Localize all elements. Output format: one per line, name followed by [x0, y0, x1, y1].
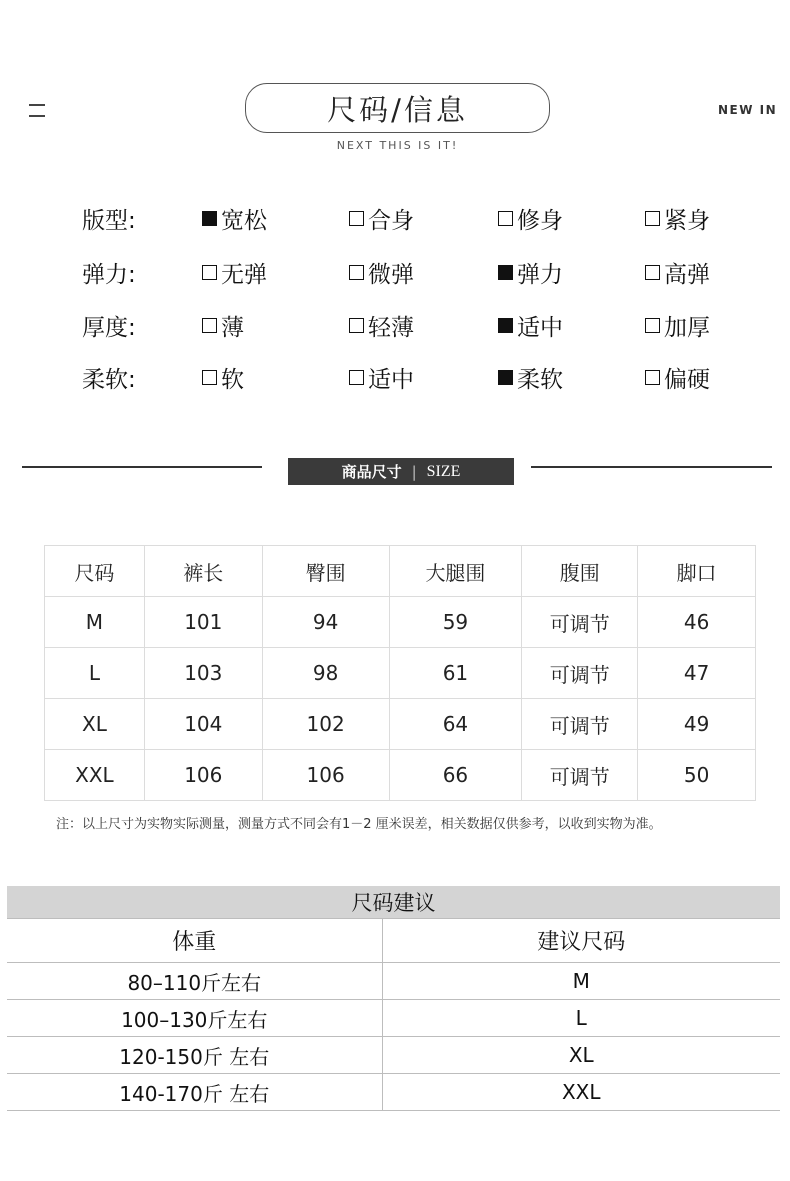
table-header-cell: 大腿围 [389, 546, 522, 597]
table-cell: 46 [638, 597, 756, 648]
table-cell: 50 [638, 750, 756, 801]
checkbox-icon [498, 265, 513, 280]
page-title: 尺码/信息 [245, 83, 550, 133]
table-row [7, 1037, 780, 1074]
checkbox-icon [645, 211, 660, 226]
table-row [7, 1074, 780, 1111]
table-cell: L [382, 1000, 780, 1037]
checkbox-icon [349, 370, 364, 385]
option-light-thin [349, 309, 414, 342]
size-banner-cn: 商品尺寸 [341, 463, 402, 481]
table-row [45, 597, 756, 648]
option-label: 偏硬 [664, 367, 710, 393]
table-cell: 102 [262, 699, 389, 750]
option-fit-regular [349, 202, 414, 235]
table-cell: L [45, 648, 145, 699]
option-label: 无弹 [221, 262, 267, 288]
attr-label-elasticity: 弹力: [82, 262, 136, 288]
table-cell: 101 [144, 597, 262, 648]
option-label: 软 [221, 367, 244, 393]
table-cell: 64 [389, 699, 522, 750]
table-cell: 80–110斤左右 [7, 963, 382, 1000]
table-header-cell: 尺码 [45, 546, 145, 597]
option-label: 微弹 [368, 262, 414, 288]
option-medium [498, 309, 563, 342]
table-row [7, 963, 780, 1000]
table-cell: XXL [382, 1074, 780, 1111]
option-label: 宽松 [221, 208, 267, 234]
checkbox-icon [498, 318, 513, 333]
table-cell: 可调节 [522, 597, 638, 648]
table-cell: 可调节 [522, 699, 638, 750]
option-elastic-stretch [498, 256, 563, 289]
table-row [45, 699, 756, 750]
table-header-cell: 裤长 [144, 546, 262, 597]
checkbox-icon [645, 318, 660, 333]
option-label: 轻薄 [368, 315, 414, 341]
new-in-label: NEW IN [718, 103, 778, 117]
option-label: 弹力 [517, 262, 563, 288]
table-cell: XL [382, 1037, 780, 1074]
option-label: 修身 [517, 208, 563, 234]
option-fit-loose [202, 202, 267, 235]
option-elastic-slight [349, 256, 414, 289]
table-cell: 100–130斤左右 [7, 1000, 382, 1037]
size-banner [288, 458, 514, 485]
menu-icon [29, 102, 45, 118]
table-cell: XXL [45, 750, 145, 801]
table-header-cell: 体重 [7, 919, 382, 963]
option-soft-medium [349, 361, 414, 394]
option-label: 合身 [368, 208, 414, 234]
table-header-cell: 臀围 [262, 546, 389, 597]
table-cell: 59 [389, 597, 522, 648]
checkbox-icon [498, 370, 513, 385]
option-label: 紧身 [664, 208, 710, 234]
table-cell: 可调节 [522, 648, 638, 699]
attr-label-fit: 版型: [82, 208, 136, 234]
attr-label-thickness: 厚度: [82, 315, 136, 341]
option-label: 柔软 [517, 367, 563, 393]
table-cell: 49 [638, 699, 756, 750]
table-cell: M [382, 963, 780, 1000]
table-cell: XL [45, 699, 145, 750]
table-header-cell: 建议尺码 [382, 919, 780, 963]
option-thick [645, 309, 710, 342]
option-very-soft [498, 361, 563, 394]
table-header-cell: 脚口 [638, 546, 756, 597]
size-banner-separator: | [411, 462, 417, 481]
page-subtitle: NEXT THIS IS IT! [336, 139, 459, 152]
table-header-row [45, 546, 756, 597]
table-cell: 94 [262, 597, 389, 648]
table-header-cell: 腹围 [522, 546, 638, 597]
suggestion-title: 尺码建议 [7, 886, 780, 918]
checkbox-icon [202, 211, 217, 226]
suggestion-table [7, 918, 780, 1111]
checkbox-icon [645, 370, 660, 385]
option-hard [645, 361, 710, 394]
checkbox-icon [349, 265, 364, 280]
checkbox-icon [645, 265, 660, 280]
checkbox-icon [202, 265, 217, 280]
table-cell: 106 [144, 750, 262, 801]
checkbox-icon [349, 211, 364, 226]
table-cell: M [45, 597, 145, 648]
measurement-note: 注：以上尺寸为实物实际测量，测量方式不同会有1－2 厘米误差，相关数据仅供参考，以收到实物为准。 [56, 817, 662, 832]
option-thin [202, 309, 244, 342]
option-label: 加厚 [664, 315, 710, 341]
option-fit-tight [645, 202, 710, 235]
table-cell: 120-150斤 左右 [7, 1037, 382, 1074]
table-cell: 98 [262, 648, 389, 699]
checkbox-icon [349, 318, 364, 333]
option-fit-slim [498, 202, 563, 235]
size-table [44, 545, 756, 801]
table-cell: 47 [638, 648, 756, 699]
attr-label-softness: 柔软: [82, 367, 136, 393]
table-cell: 66 [389, 750, 522, 801]
table-cell: 可调节 [522, 750, 638, 801]
table-row [7, 1000, 780, 1037]
checkbox-icon [202, 318, 217, 333]
table-cell: 104 [144, 699, 262, 750]
checkbox-icon [202, 370, 217, 385]
divider-right [531, 466, 772, 468]
table-cell: 61 [389, 648, 522, 699]
table-row [45, 648, 756, 699]
size-banner-en: SIZE [426, 462, 461, 480]
table-cell: 103 [144, 648, 262, 699]
option-elastic-none [202, 256, 267, 289]
option-label: 薄 [221, 315, 244, 341]
option-label: 适中 [368, 367, 414, 393]
divider-left [22, 466, 262, 468]
table-row [45, 750, 756, 801]
option-label: 高弹 [664, 262, 710, 288]
checkbox-icon [498, 211, 513, 226]
option-label: 适中 [517, 315, 563, 341]
table-cell: 106 [262, 750, 389, 801]
table-header-row [7, 919, 780, 963]
table-cell: 140-170斤 左右 [7, 1074, 382, 1111]
option-elastic-high [645, 256, 710, 289]
option-soft [202, 361, 244, 394]
